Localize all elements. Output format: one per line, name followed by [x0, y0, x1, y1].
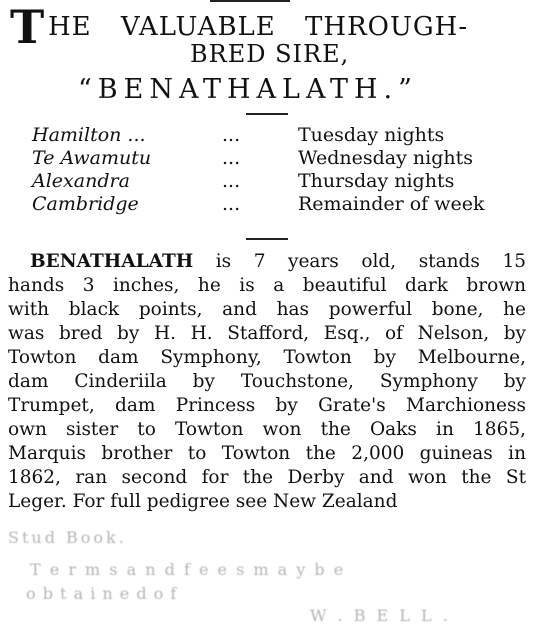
faded-text-terms: T e r m s a n d f e e s m a y b e	[30, 560, 346, 579]
body-line: was bred by H. H. Stafford, Esq., of Nelson, by	[8, 323, 526, 344]
schedule-place: Hamilton ...	[32, 124, 146, 146]
body-paragraph	[8, 250, 526, 514]
schedule-place: Cambridge	[32, 193, 139, 215]
headline	[10, 0, 526, 105]
schedule-leader-dots: ...	[222, 124, 241, 146]
headline-dropcap: T	[10, 0, 44, 54]
body-line: own sister to Towton won the Oaks in 1865,	[8, 419, 526, 440]
schedule-place: Alexandra	[32, 170, 130, 192]
schedule-place: Te Awamutu	[32, 147, 152, 169]
body-line-text: is 7 years old, stands 15	[193, 251, 526, 272]
body-line: 1862, ran second for the Derby and won the St	[8, 467, 526, 488]
headline-line-2: BRED SIRE,	[190, 40, 350, 68]
schedule-row	[32, 170, 522, 193]
body-line: Trumpet, dam Princess by Grate's Marchioness	[8, 395, 526, 416]
body-line: hands 3 inches, he is a beautiful dark brown	[8, 275, 526, 296]
schedule-when: Wednesday nights	[298, 147, 473, 169]
schedule-leader-dots: ...	[222, 147, 241, 169]
schedule-when: Thursday nights	[298, 170, 455, 192]
schedule-row	[32, 193, 522, 216]
horse-name-bold: BENATHALATH	[30, 251, 194, 272]
divider-rule	[246, 238, 288, 240]
divider-rule	[246, 113, 288, 115]
body-line: Leger. For full pedigree see New Zealand	[8, 491, 398, 512]
schedule-when: Tuesday nights	[298, 124, 445, 146]
schedule-row	[32, 147, 522, 170]
schedule-table	[32, 124, 522, 216]
body-line: dam Cinderiila by Touchstone, Symphony by	[8, 371, 526, 392]
faded-text-signature: W . B E L L .	[310, 606, 451, 625]
faded-text-obtained: o b t a i n e d o f	[26, 584, 178, 603]
body-line: Marquis brother to Towton the 2,000 guineas in	[8, 443, 526, 464]
body-line: Towton dam Symphony, Towton by Melbourne,	[8, 347, 526, 368]
headline-horse-name: “BENATHALATH.”	[78, 74, 418, 105]
body-line	[8, 250, 526, 274]
schedule-when: Remainder of week	[298, 193, 485, 215]
faded-text-stud-book: Stud Book.	[8, 528, 127, 547]
headline-line-1-text: HE VALUABLE THROUGH-	[48, 12, 469, 42]
body-line: with black points, and has powerful bone, he	[8, 299, 526, 320]
schedule-row	[32, 124, 522, 147]
schedule-leader-dots: ...	[222, 193, 241, 215]
schedule-leader-dots: ...	[222, 170, 241, 192]
